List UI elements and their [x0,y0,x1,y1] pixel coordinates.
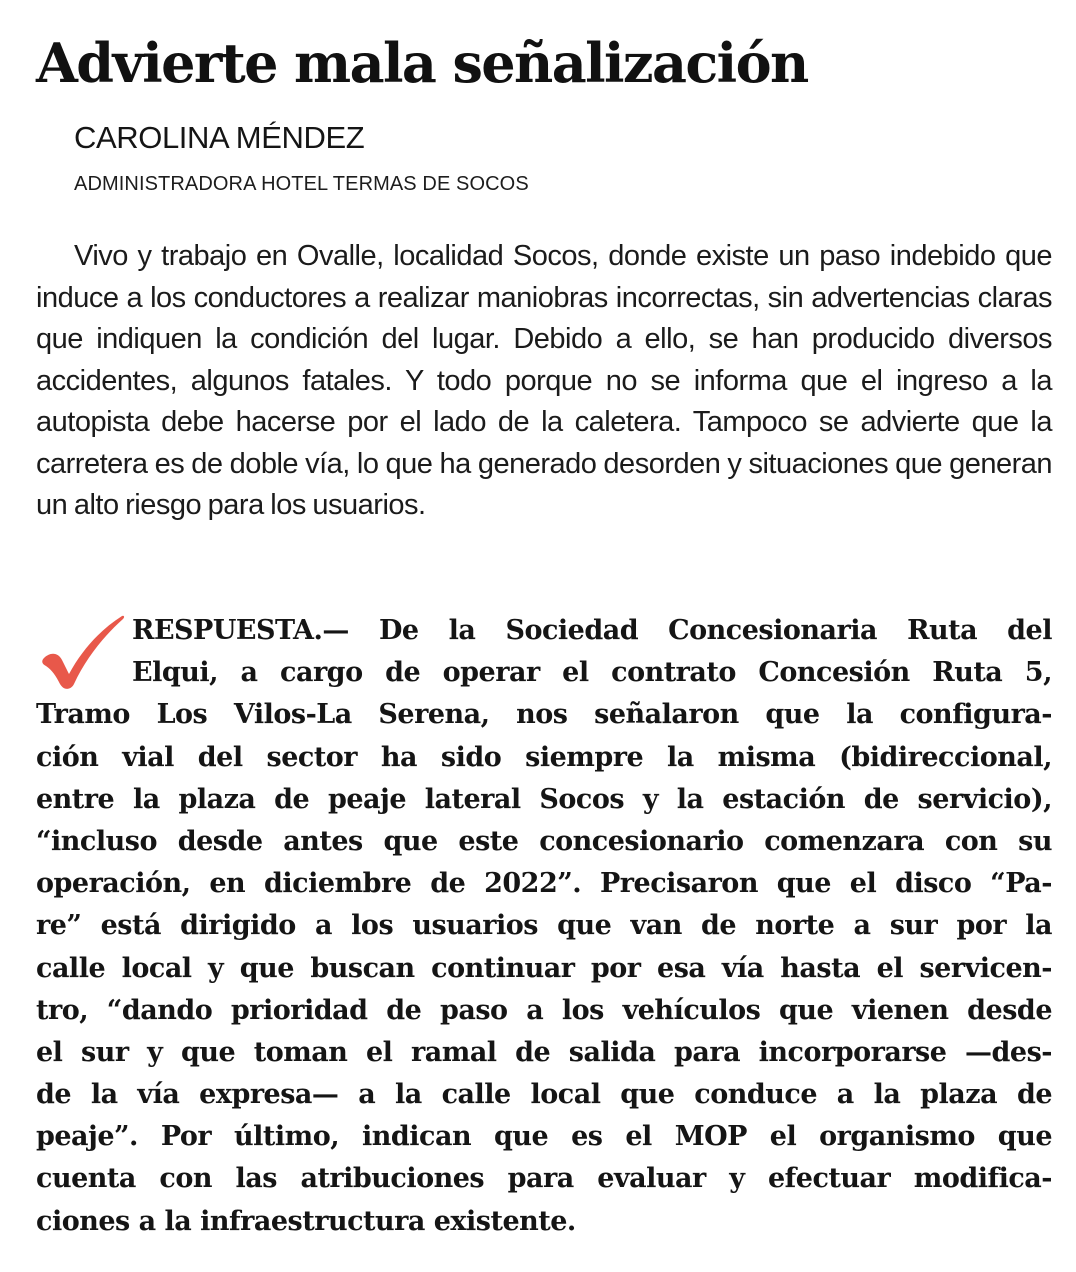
response-line: tro, “dando prioridad de paso a los vehículos que vienen desde [36,994,1052,1026]
response-line: Tramo Los Vilos-La Serena, nos señalaron que la configura- [36,699,1052,731]
headline: Advierte mala señalización [36,31,808,95]
response-line: cuenta con las atribuciones para evaluar y efectuar modifica- [36,1163,1052,1195]
response-line: ciones a la infraestructura existente. [36,1205,576,1237]
response-line: peaje”. Por último, indican que es el MOP el organismo que [36,1121,1052,1153]
author-role: ADMINISTRADORA HOTEL TERMAS DE SOCOS [74,173,529,195]
response-line: entre la plaza de peaje lateral Socos y la estación de servicio), [36,783,1052,815]
response-line: Elqui, a cargo de operar el contrato Concesión Ruta 5, [132,657,1052,689]
response-line: RESPUESTA.— De la Sociedad Concesionaria Ruta del [132,615,1052,646]
response-line: ción vial del sector ha sido siempre la misma (bidireccional, [36,741,1052,773]
response-line: de la vía expresa— a la calle local que conduce a la plaza de [36,1079,1052,1111]
response-line: el sur y que toman el ramal de salida para incorporarse —des- [36,1036,1052,1068]
response-paragraph [36,610,1052,1243]
response-line: operación, en diciembre de 2022”. Precisaron que el disco “Pa- [36,868,1052,900]
letter-body: Vivo y trabajo en Ovalle, localidad Socos, donde existe un paso indebido que induce a los conductores a realizar maniobras incorrectas, sin advertencias claras que indiquen la condición del lugar. Debido a ello, se han producido diversos accidentes, algunos fatales. Y todo porque no se informa que el ingreso a la autopista debe hacerse por el lado de la caletera. Tampoco se advierte que la carretera es de doble vía, lo que ha generado desorden y situaciones que generan un alto riesgo para los usuarios. [36,240,1052,521]
response-line: “incluso desde antes que este concesionario comenzara con su [36,825,1052,857]
response-line: calle local y que buscan continuar por esa vía hasta el servicen- [36,952,1052,984]
letter-author: CAROLINA MÉNDEZ [74,120,365,155]
response-line: re” está dirigido a los usuarios que van de norte a sur por la [36,910,1052,942]
